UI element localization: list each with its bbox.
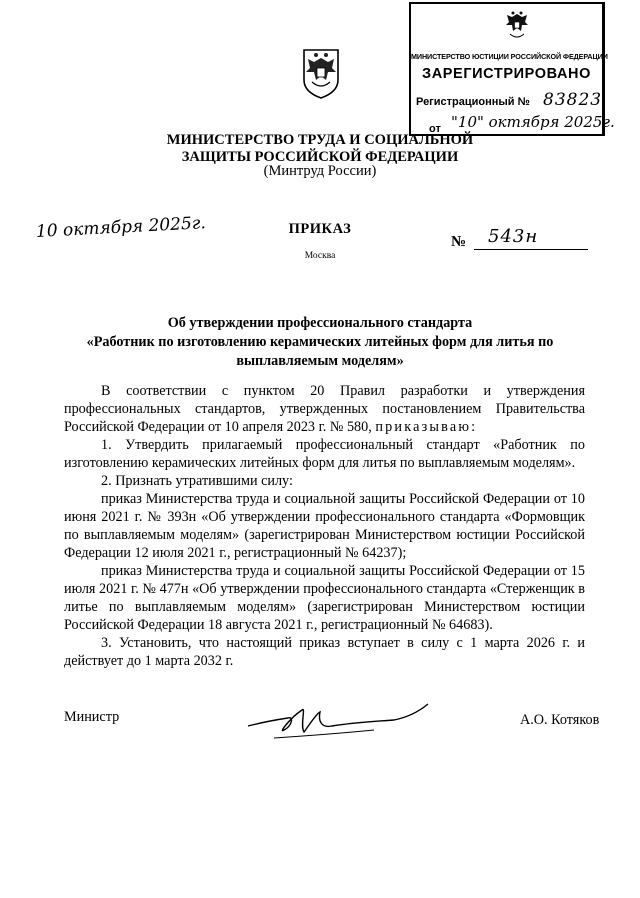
ministry-short-name: (Минтруд России): [263, 163, 377, 179]
order-number-label: №: [451, 234, 467, 250]
handwritten-signature: [244, 696, 434, 748]
ministry-name: [0, 132, 640, 166]
coat-of-arms-emblem: [296, 46, 346, 100]
stamp-status: ЗАРЕГИСТРИРОВАНО: [422, 66, 591, 82]
item-2b-paragraph: приказ Министерства труда и социальной защиты Российской Федерации от 15 июля 2021 г. № 477н «Об утверждении профессионального стандарта «Стерженщик в литье по выплавляемым моделям» (зарегистрирован Министерством юстиции Российской Федерации 18 августа 2021 г., регистрационный № 64683).: [64, 563, 585, 633]
document-body: [64, 382, 585, 670]
intro-paragraph: [64, 382, 585, 436]
document-title: [60, 314, 580, 371]
intro-text: В соответствии с пунктом 20 Правил разработки и утверждения профессиональных стандартов, утвержденных постановлением Правительства Российской Федерации от 10 апреля 2023 г. № 580,: [64, 383, 585, 435]
stamp-from-label: от: [429, 123, 441, 135]
item-2a-paragraph: приказ Министерства труда и социальной защиты Российской Федерации от 10 июня 2021 г. № 393н «Об утверждении профессионального стандарта «Формовщик по выплавляемым моделям» (зарегистрирован Министерством юстиции Российской Федерации 12 июля 2021 г., регистрационный № 64237);: [64, 491, 585, 561]
item-1-paragraph: 1. Утвердить прилагаемый профессиональный стандарт «Работник по изготовлению керамических литейных форм для литья по выплавляемым моделям».: [64, 437, 585, 471]
stamp-reg-number: 83823: [543, 90, 603, 110]
item-3-paragraph: 3. Установить, что настоящий приказ вступает в силу с 1 марта 2026 г. и действует до 1 марта 2032 г.: [64, 635, 585, 669]
registration-stamp: [409, 2, 615, 136]
intro-command: приказываю:: [375, 419, 478, 435]
stamp-emblem-icon: [502, 10, 532, 42]
order-place: Москва: [304, 251, 336, 261]
order-title: ПРИКАЗ: [288, 221, 352, 237]
order-number: 543н: [488, 226, 539, 247]
document-title-line-1: Об утверждении профессионального стандарта: [167, 315, 473, 331]
stamp-ministry-name: МИНИСТЕРСТВО ЮСТИЦИИ РОССИЙСКОЙ ФЕДЕРАЦИИ: [411, 52, 608, 61]
order-number-line: [474, 249, 588, 250]
ministry-name-text: МИНИСТЕРСТВО ТРУДА И СОЦИАЛЬНОЙ ЗАЩИТЫ РОССИЙСКОЙ ФЕДЕРАЦИИ: [166, 132, 474, 165]
handwritten-order-date: 10 октября 2025г.: [35, 213, 207, 242]
item-2-paragraph: 2. Признать утратившими силу:: [101, 473, 293, 489]
document-title-line-3: выплавляемым моделям»: [236, 353, 404, 369]
signatory-position: Министр: [64, 709, 120, 725]
stamp-reg-date: "10" октября 2025г.: [451, 113, 615, 131]
stamp-reg-label: Регистрационный №: [416, 96, 530, 108]
document-title-line-2: «Работник по изготовлению керамических литейных форм для литья по: [86, 334, 554, 350]
signatory-name: А.О. Котяков: [520, 712, 600, 728]
